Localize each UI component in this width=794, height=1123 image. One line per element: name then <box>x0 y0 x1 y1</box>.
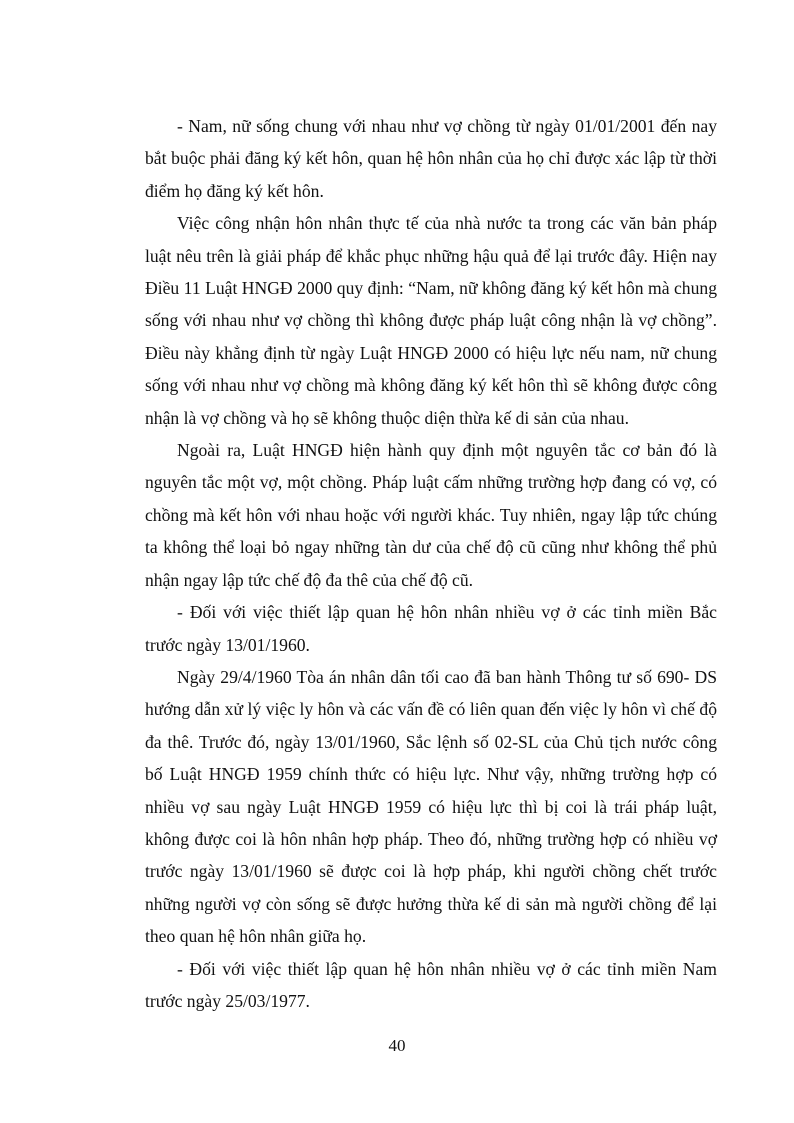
paragraph: Ngoài ra, Luật HNGĐ hiện hành quy định một nguyên tắc cơ bản đó là nguyên tắc một vợ, một chồng. Pháp luật cấm những trường hợp đang có vợ, có chồng mà kết hôn với nhau hoặc với người khác. Tuy nhiên, ngay lập tức chúng ta không thể loại bỏ ngay những tàn dư của chế độ cũ cũng như không thể phủ nhận ngay lập tức chế độ đa thê của chế độ cũ. <box>145 440 717 590</box>
page-number: 40 <box>388 1036 406 1055</box>
paragraph: - Đối với việc thiết lập quan hệ hôn nhân nhiều vợ ở các tỉnh miền Nam trước ngày 25/03/1977. <box>145 958 717 1011</box>
paragraph: Việc công nhận hôn nhân thực tế của nhà nước ta trong các văn bản pháp luật nêu trên là giải pháp để khắc phục những hậu quả để lại trước đây. Hiện nay Điều 11 Luật HNGĐ 2000 quy định: “Nam, nữ không đăng ký kết hôn mà chung sống với nhau như vợ chồng thì không được pháp luật công nhận là vợ chồng”. Điều này khẳng định từ ngày Luật HNGĐ 2000 có hiệu lực nếu nam, nữ chung sống với nhau như vợ chồng mà không đăng ký kết hôn thì sẽ không được công nhận là vợ chồng và họ sẽ không thuộc diện thừa kế di sản của nhau. <box>145 213 717 428</box>
document-body <box>145 110 717 1017</box>
paragraph: Ngày 29/4/1960 Tòa án nhân dân tối cao đã ban hành Thông tư số 690- DS hướng dẫn xử lý việc ly hôn và các vấn đề có liên quan đến việc ly hôn vì chế độ đa thê. Trước đó, ngày 13/01/1960, Sắc lệnh số 02-SL của Chủ tịch nước công bố Luật HNGĐ 1959 chính thức có hiệu lực. Như vậy, những trường hợp có nhiều vợ sau ngày Luật HNGĐ 1959 có hiệu lực thì bị coi là trái pháp luật, không được coi là hôn nhân hợp pháp. Theo đó, những trường hợp có nhiều vợ trước ngày 13/01/1960 sẽ được coi là hợp pháp, khi người chồng chết trước những người vợ còn sống sẽ được hưởng thừa kế di sản mà người chồng để lại theo quan hệ hôn nhân giữa họ. <box>145 666 717 947</box>
paragraph: - Nam, nữ sống chung với nhau như vợ chồng từ ngày 01/01/2001 đến nay bắt buộc phải đăng ký kết hôn, quan hệ hôn nhân của họ chỉ được xác lập từ thời điểm họ đăng ký kết hôn. <box>145 116 717 201</box>
paragraph: - Đối với việc thiết lập quan hệ hôn nhân nhiều vợ ở các tỉnh miền Bắc trước ngày 13/01/1960. <box>145 602 717 655</box>
